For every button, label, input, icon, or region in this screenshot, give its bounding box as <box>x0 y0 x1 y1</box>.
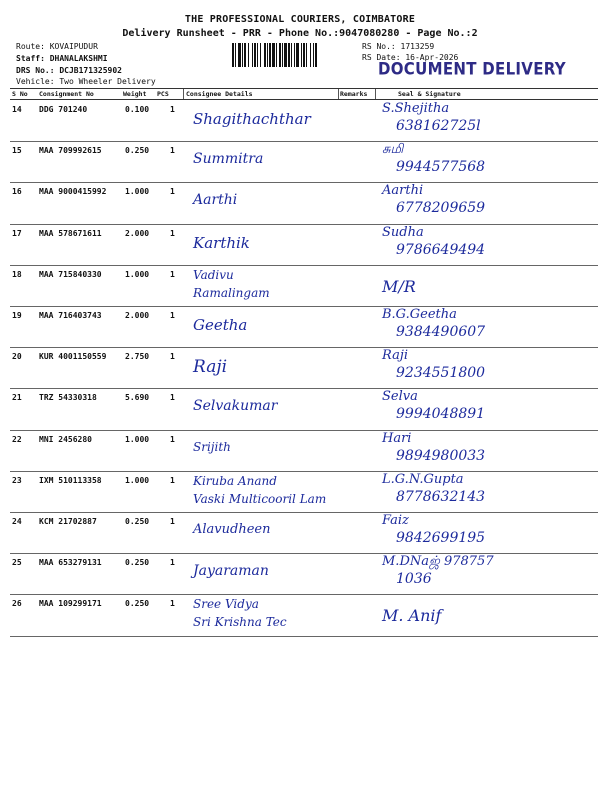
barcode-bar <box>242 43 243 67</box>
row-consignment-no: MAA 715840330 <box>39 269 102 279</box>
row-weight: 0.250 <box>125 599 150 609</box>
row-consignee-handwriting: Karthik <box>193 233 250 252</box>
row-weight: 0.250 <box>125 517 150 526</box>
row-consignee-handwriting: Selvakumar <box>193 398 278 415</box>
barcode-bar <box>306 43 307 67</box>
barcode-bar <box>248 43 249 67</box>
row-consignee-handwriting: Kiruba Anand <box>193 473 277 488</box>
col-divider <box>338 89 339 99</box>
row-signature-handwriting: 9842699195 <box>396 530 486 546</box>
barcode-bar <box>294 43 295 67</box>
row-consignee-handwriting: Aarthi <box>193 192 238 209</box>
drs-number: DRS No.: DCJB171325902 <box>16 66 122 75</box>
row-sno: 17 <box>12 228 22 238</box>
row-consignee-handwriting: Srijith <box>193 439 231 454</box>
row-consignment-no: TRZ 54330318 <box>39 393 97 403</box>
barcode-bar <box>310 43 311 67</box>
row-signature-handwriting: L.G.N.Gupta <box>382 471 464 487</box>
row-consignment-no: KUR 4001150559 <box>39 352 107 362</box>
row-weight: 1.000 <box>125 475 150 485</box>
barcode-bar <box>244 43 246 67</box>
row-consignee-handwriting: Sri Krishna Tec <box>193 615 287 630</box>
header-top-rule <box>10 88 598 89</box>
row-signature-handwriting: 638162725l <box>396 118 481 134</box>
row-signature-handwriting: S.Shejitha <box>382 101 450 116</box>
row-signature-handwriting: 9994048891 <box>396 406 486 423</box>
row-weight: 0.250 <box>125 146 150 156</box>
barcode-bar <box>284 43 287 67</box>
row-signature-handwriting: 8778632143 <box>396 488 486 505</box>
document-delivery-stamp: DOCUMENT DELIVERY <box>378 59 566 79</box>
row-signature-handwriting: 1036 <box>396 571 432 588</box>
col-consignment: Consignment No <box>39 90 94 98</box>
row-pcs: 1 <box>170 393 175 403</box>
runsheet-subtitle: Delivery Runsheet - PRR - Phone No.:9047080280 - Page No.:2 <box>122 28 478 39</box>
row-weight: 0.100 <box>125 105 150 114</box>
barcode-bar <box>254 43 256 67</box>
row-pcs: 1 <box>170 558 175 568</box>
row-signature-handwriting: சுமி <box>382 142 404 158</box>
col-consignee: Consignee Details <box>186 90 253 98</box>
row-sno: 16 <box>12 187 22 197</box>
row-pcs: 1 <box>170 475 175 485</box>
row-pcs: 1 <box>170 517 175 526</box>
row-signature-handwriting: Raji <box>382 348 409 364</box>
rs-date: RS Date: 16-Apr-2026 <box>362 53 459 62</box>
row-sno: 15 <box>12 146 22 156</box>
row-pcs: 1 <box>170 599 175 609</box>
barcode-bar <box>269 43 271 67</box>
row-sno: 22 <box>12 434 22 444</box>
row-signature-handwriting: B.G.Geetha <box>382 307 457 322</box>
row-consignee-handwriting: Shagithachthar <box>193 110 311 128</box>
row-sno: 23 <box>12 475 22 485</box>
row-consignee-handwriting: Geetha <box>193 316 248 334</box>
rs-number: RS No.: 1713259 <box>362 42 435 51</box>
row-signature-handwriting: Faiz <box>382 513 409 528</box>
barcode-bar <box>267 43 268 67</box>
barcode <box>232 43 354 67</box>
row-pcs: 1 <box>170 146 175 156</box>
barcode-bar <box>279 43 281 67</box>
row-weight: 1.000 <box>125 269 150 279</box>
barcode-bar <box>288 43 290 67</box>
col-divider <box>183 89 184 99</box>
col-divider <box>375 89 376 99</box>
barcode-bar <box>235 43 236 67</box>
row-signature-handwriting: 9944577568 <box>396 159 486 176</box>
company-title: THE PROFESSIONAL COURIERS, COIMBATORE <box>184 14 416 25</box>
row-signature-handwriting: Hari <box>382 430 412 446</box>
row-weight: 2.750 <box>125 352 150 362</box>
row-signature-handwriting: 9894980033 <box>396 447 486 464</box>
barcode-bar <box>291 43 292 67</box>
row-consignment-no: MAA 9000415992 <box>39 187 107 197</box>
col-remarks: Remarks <box>340 90 368 98</box>
row-weight: 1.000 <box>125 187 150 197</box>
row-sno: 14 <box>12 105 22 114</box>
row-consignment-no: MAA 109299171 <box>39 599 102 609</box>
barcode-bar <box>313 43 314 67</box>
row-pcs: 1 <box>170 228 175 238</box>
row-weight: 0.250 <box>125 558 150 568</box>
row-consignment-no: MAA 716403743 <box>39 311 102 320</box>
route-label: Route: KOVAIPUDUR <box>16 42 98 51</box>
row-pcs: 1 <box>170 311 175 320</box>
row-consignee-handwriting: Vadivu <box>193 267 234 282</box>
barcode-bar <box>252 43 253 67</box>
row-signature-handwriting: M. Anif <box>382 606 442 626</box>
barcode-bar <box>272 43 275 67</box>
table-row <box>0 265 600 306</box>
table-row <box>0 512 600 553</box>
vehicle-label: Vehicle: Two Wheeler Delivery <box>16 77 156 86</box>
row-consignee-handwriting: Jayaraman <box>193 563 269 580</box>
table-row <box>0 224 600 265</box>
staff-label: Staff: DHANALAKSHMI <box>16 54 108 63</box>
table-row <box>0 100 600 141</box>
row-weight: 5.690 <box>125 393 150 403</box>
table-row <box>0 182 600 223</box>
col-weight: Weight <box>123 90 147 98</box>
barcode-bar <box>260 43 261 67</box>
row-sno: 21 <box>12 393 22 403</box>
table-row <box>0 553 600 594</box>
row-consignee-handwriting: Alavudheen <box>193 522 271 537</box>
row-weight: 1.000 <box>125 434 150 444</box>
row-signature-handwriting: 9384490607 <box>396 324 486 340</box>
table-row <box>0 388 600 429</box>
row-signature-handwriting: 6778209659 <box>396 200 486 217</box>
barcode-bar <box>276 43 277 67</box>
barcode-bar <box>315 43 317 67</box>
row-signature-handwriting: 9786649494 <box>396 241 486 258</box>
row-divider <box>10 636 598 637</box>
row-consignment-no: MAA 709992615 <box>39 146 102 156</box>
barcode-bar <box>301 43 302 67</box>
barcode-bar <box>296 43 299 67</box>
table-row <box>0 306 600 347</box>
row-sno: 20 <box>12 352 22 362</box>
barcode-bar <box>264 43 266 67</box>
row-consignee-handwriting: Ramalingam <box>193 285 270 300</box>
row-consignment-no: DDG 701240 <box>39 105 88 114</box>
barcode-bar <box>232 43 234 67</box>
row-pcs: 1 <box>170 187 175 197</box>
col-sno: S No <box>12 90 28 98</box>
row-consignment-no: MAA 653279131 <box>39 558 102 568</box>
row-consignment-no: MNI 2456280 <box>39 434 92 444</box>
barcode-bar <box>282 43 283 67</box>
row-consignee-handwriting: Sree Vidya <box>193 597 259 612</box>
row-signature-handwriting: Selva <box>382 389 418 405</box>
row-signature-handwriting: M.DNaஜ் 978757 <box>382 554 494 570</box>
row-consignee-handwriting: Raji <box>193 357 228 378</box>
row-signature-handwriting: 9234551800 <box>396 365 486 382</box>
table-row <box>0 141 600 182</box>
row-consignment-no: KCM 21702887 <box>39 517 97 526</box>
col-pcs: PCS <box>157 90 169 98</box>
row-sno: 24 <box>12 517 22 526</box>
row-sno: 19 <box>12 311 22 320</box>
row-pcs: 1 <box>170 105 175 114</box>
row-signature-handwriting: Sudha <box>382 224 424 240</box>
table-row <box>0 430 600 471</box>
row-weight: 2.000 <box>125 228 150 238</box>
barcode-bar <box>238 43 241 67</box>
row-signature-handwriting: Aarthi <box>382 183 424 199</box>
row-signature-handwriting: M/R <box>382 276 416 296</box>
col-seal: Seal & Signature <box>398 90 461 98</box>
row-consignee-handwriting: Summitra <box>193 151 264 168</box>
row-sno: 25 <box>12 558 22 568</box>
row-pcs: 1 <box>170 352 175 362</box>
table-row <box>0 594 600 635</box>
row-pcs: 1 <box>170 434 175 444</box>
row-consignment-no: MAA 578671611 <box>39 228 102 238</box>
row-consignment-no: IXM 510113358 <box>39 475 102 485</box>
row-pcs: 1 <box>170 269 175 279</box>
barcode-bar <box>257 43 258 67</box>
table-row <box>0 347 600 388</box>
table-row <box>0 471 600 512</box>
row-sno: 18 <box>12 269 22 279</box>
row-sno: 26 <box>12 599 22 609</box>
row-consignee-handwriting: Vaski Multicooril Lam <box>193 491 327 506</box>
row-weight: 2.000 <box>125 311 150 320</box>
barcode-bar <box>303 43 305 67</box>
